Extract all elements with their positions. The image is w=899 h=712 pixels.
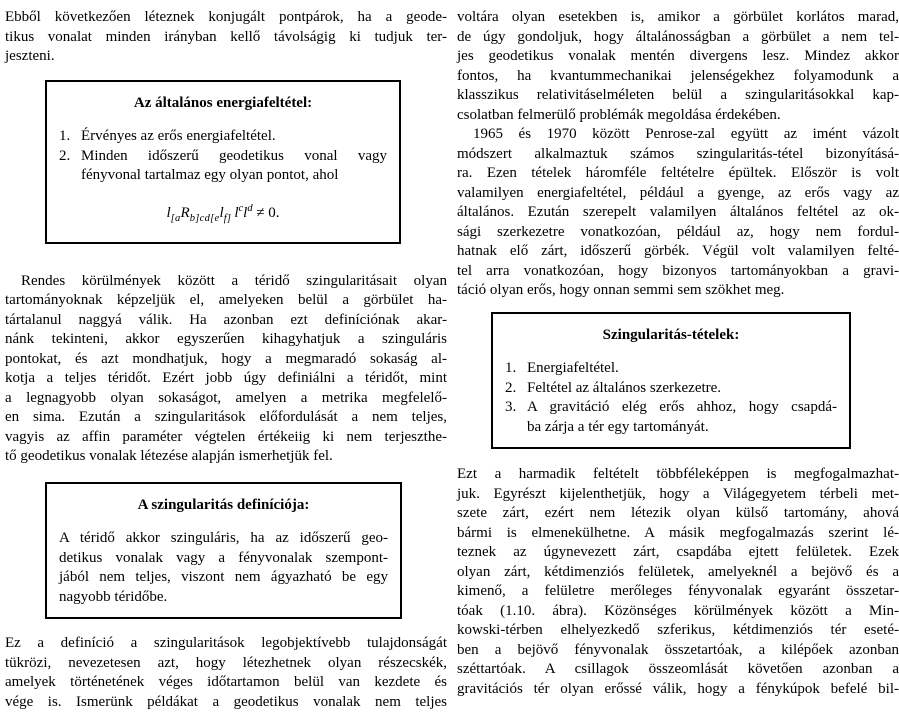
list-number: 2. <box>505 379 527 399</box>
callout-box-singularity-theorems <box>491 312 851 450</box>
callout-box-general-energy-condition <box>45 80 401 244</box>
text-line: en sima. Ezután a szingularitások előfordulását a nem teljes, <box>5 408 447 428</box>
text-line: módszert alkalmaztuk számos szingularitás-tétel bizonyításá- <box>457 145 899 165</box>
text-line: széttartóak. A csillagok összeomlását követően azonban a <box>457 660 899 680</box>
text-line: voltára olyan esetekben is, amikor a görbület korlátos marad, <box>457 8 899 28</box>
list-item <box>505 379 837 399</box>
list-item <box>505 359 837 379</box>
text-line: jeszteni. <box>5 47 447 67</box>
list-number: 3. <box>505 398 527 437</box>
text-line: jes geodetikus vonalak mentén divergens lesz. Mindez akkor <box>457 47 899 67</box>
paragraph-incomplete-geodesics <box>457 8 899 125</box>
box-title: A szingularitás definíciója: <box>59 496 388 516</box>
text-line: vagyis az affin paraméter végtelen értékeiig ki nem terjeszthe- <box>5 428 447 448</box>
text-line: Energiafeltétel. <box>527 359 837 379</box>
box-title: Az általános energiafeltétel: <box>59 94 387 114</box>
text-line: Rendes körülmények között a téridő szingularitásait olyan <box>5 272 447 292</box>
text-line: pontokat, és azt mondhatjuk, hogy a megmaradó sokaság al- <box>5 350 447 370</box>
text-line: csolatban felmerülő problémák megoldása érdekében. <box>457 106 899 126</box>
box-title: Szingularitás-tételek: <box>505 326 837 346</box>
text-line: amelyek történetének véges időtartamon belül van kezdete és <box>5 673 447 693</box>
text-line: jából nem teljes, viszont nem ágyazható be egy <box>59 568 388 588</box>
text-line: nagyobb téridőbe. <box>59 588 388 608</box>
text-line: fényvonal tartalmaz egy olyan pontot, ahol <box>81 166 387 186</box>
text-line: a legnagyobb olyan sokaságot, amelyen a metrika megfelelő- <box>5 389 447 409</box>
text-line: tő geodetikus vonalak létezése alapján ismerhetjük fel. <box>5 447 447 467</box>
list-number: 2. <box>59 147 81 186</box>
text-line: ba zárja a tér egy tartományát. <box>527 418 837 438</box>
list-item <box>59 147 387 186</box>
text-line: Ebből következően léteznek konjugált pontpárok, ha a geode- <box>5 8 447 28</box>
text-line: szete zárt, ezért nem létezik olyan külső tartomány, ahová <box>457 504 899 524</box>
text-line: klasszikus relativitáselméleten belül a szingularitásokkal kap- <box>457 86 899 106</box>
text-line: tikus vonalat minden irányban kellő távolságig ki tudjuk ter- <box>5 28 447 48</box>
text-line: valamilyen energiafeltétel, például a gyenge, az erős vagy az <box>457 184 899 204</box>
list-item <box>59 127 387 147</box>
list-item <box>505 398 837 437</box>
list-number: 1. <box>59 127 81 147</box>
text-line: általános. Ezután szerepelt valamilyen általános feltétel az ok- <box>457 203 899 223</box>
paragraph-penrose-theorems <box>457 125 899 301</box>
text-line: táció olyan erős, hogy onnan semmi sem szökhet meg. <box>457 281 899 301</box>
text-line: teznek az úgynevezett zárt, csapdába ejtett felületek. Ezek <box>457 543 899 563</box>
text-line: kowski-térben elhelyezkedő szferikus, kétdimenziós tér eseté- <box>457 621 899 641</box>
text-line: detikus vonalak vagy a fényvonalak szempont- <box>59 549 388 569</box>
text-line: Feltétel az általános szerkezetre. <box>527 379 837 399</box>
text-line: tükrözi, nevezetesen azt, hogy létezhetnek olyan részecskék, <box>5 654 447 674</box>
text-line: juk. Egyrészt kijelenthetjük, hogy a Világegyetem térbeli met- <box>457 485 899 505</box>
text-line: de úgy gondoljuk, hogy általánosságban a görbület a nem tel- <box>457 28 899 48</box>
list-number: 1. <box>505 359 527 379</box>
text-line: tártalanul naggyá válik. Ha azonban ezt definíciónak akar- <box>5 311 447 331</box>
callout-box-singularity-definition <box>45 482 402 620</box>
text-line: Ez a definíció a szingularitások legobjektívebb tulajdonságát <box>5 634 447 654</box>
left-column <box>5 8 447 697</box>
text-line: fontos, ha kvantummechanikai jelenségekhez folyamodunk a <box>457 67 899 87</box>
text-line: Minden időszerű geodetikus vonal vagy <box>81 147 387 167</box>
text-line: 1965 és 1970 között Penrose-zal együtt az imént vázolt <box>457 125 899 145</box>
text-line: kimenő, a felületre merőleges fényvonalak egyaránt összetar- <box>457 582 899 602</box>
paragraph-singularity-regions <box>5 272 447 467</box>
text-line: sági szerkezetre vonatkozóan, például az, hogy nem fordul- <box>457 223 899 243</box>
text-line: kotja a teljes téridőt. Ezért jobb úgy definiálni a téridőt, mint <box>5 369 447 389</box>
text-line: ben a bejövő fényvonalak összetartóak, a kilépőek azonban <box>457 641 899 661</box>
paragraph-definition-property <box>5 634 447 712</box>
text-line: tóak (1.10. ábra). Közönséges körülmények között a Min- <box>457 602 899 622</box>
text-line: vége is. Ismerünk példákat a geodetikus vonalak nem teljes <box>5 693 447 712</box>
paragraph-conjugate-points <box>5 8 447 67</box>
paragraph-third-condition <box>457 465 899 699</box>
text-line: tartományoknak képzeljük el, amelyeken belül a görbület ha- <box>5 291 447 311</box>
text-line: hatnak elő zárt, időszerű görbék. Végül volt valamilyen felté- <box>457 242 899 262</box>
text-line: gravitációs tér olyan erőssé válik, hogy a fénykúpok befelé bil- <box>457 680 899 700</box>
text-line: Ezt a harmadik feltételt többféleképpen is megfogalmazhat- <box>457 465 899 485</box>
text-line: Érvényes az erős energiafeltétel. <box>81 127 387 147</box>
text-line: ra. Ezen tételek háromféle feltételre épültek. Először is volt <box>457 164 899 184</box>
curvature-equation: $l_{[a}R_{b]cd[e}l_{f]}$ $l^cl^d \ne 0$. <box>59 196 387 232</box>
right-column <box>457 8 899 697</box>
text-line: A téridő akkor szinguláris, ha az időszerű geo- <box>59 529 388 549</box>
text-line: A gravitáció elég erős ahhoz, hogy csapdá- <box>527 398 837 418</box>
text-line: bármi is elmenekülhetne. A másik megfogalmazás szerint lé- <box>457 524 899 544</box>
text-line: olyan zárt, kétdimenziós felületek, amelyeknél a bejövő és a <box>457 563 899 583</box>
text-line: tel arra vonatkozóan, hogy bizonyos tartományokban a gravi- <box>457 262 899 282</box>
text-line: nánk tekinteni, akkor egyszerűen kihagyhatjuk a szinguláris <box>5 330 447 350</box>
